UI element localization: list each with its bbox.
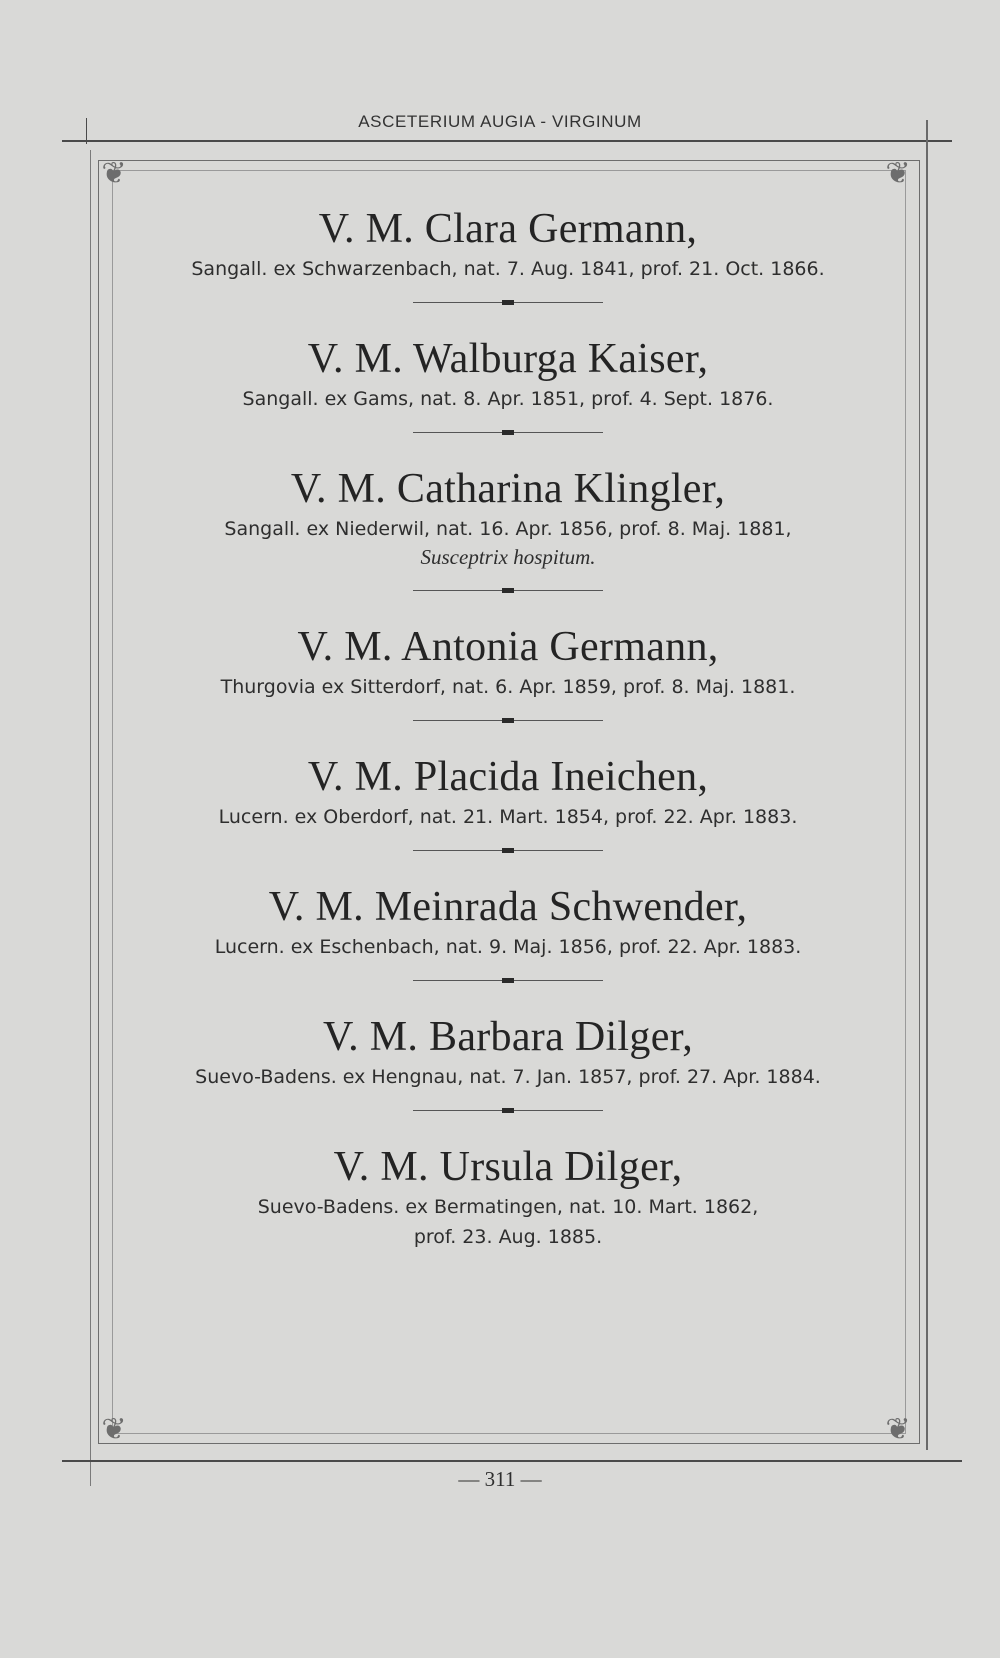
header-rule: [62, 140, 952, 142]
page-number: — 311 —: [458, 1467, 542, 1491]
entry: [120, 335, 896, 413]
entry-name: V. M. Catharina Klingler,: [290, 466, 726, 512]
left-margin-tick: [86, 118, 87, 144]
separator-rule: [413, 571, 603, 611]
scroll-flourish-icon: ❦: [101, 157, 127, 190]
running-head: ASCETERIUM AUGIA - VIRGINUM: [358, 112, 642, 131]
scroll-flourish-icon: ❦: [885, 1413, 911, 1446]
separator-rule: [413, 1091, 603, 1131]
entry-name: V. M. Clara Germann,: [318, 206, 698, 252]
entry: [120, 1013, 896, 1091]
entry-details: Lucern. ex Eschenbach, nat. 9. Maj. 1856, prof. 22. Apr. 1883.: [214, 936, 802, 958]
separator-rule: [413, 701, 603, 741]
entry: [120, 1143, 896, 1251]
entry-details: Lucern. ex Oberdorf, nat. 21. Mart. 1854, prof. 22. Apr. 1883.: [218, 806, 798, 828]
entry-details: Sangall. ex Gams, nat. 8. Apr. 1851, prof. 4. Sept. 1876.: [242, 388, 774, 410]
entry-details: Suevo-Badens. ex Hengnau, nat. 7. Jan. 1857, prof. 27. Apr. 1884.: [195, 1066, 821, 1088]
scroll-flourish-icon: ❦: [101, 1413, 127, 1446]
entry-details: Sangall. ex Niederwil, nat. 16. Apr. 1856, prof. 8. Maj. 1881,: [224, 518, 792, 540]
entry-note: Susceptrix hospitum.: [420, 545, 596, 569]
entry-details: Sangall. ex Schwarzenbach, nat. 7. Aug. 1841, prof. 21. Oct. 1866.: [191, 258, 825, 280]
entry-details: Thurgovia ex Sitterdorf, nat. 6. Apr. 1859, prof. 8. Maj. 1881.: [220, 676, 796, 698]
separator-rule: [413, 961, 603, 1001]
entry-name: V. M. Meinrada Schwender,: [268, 884, 748, 930]
entry: [120, 465, 896, 571]
entry-name: V. M. Placida Ineichen,: [307, 754, 709, 800]
entry-details-continued: prof. 23. Aug. 1885.: [413, 1226, 603, 1248]
separator-rule: [413, 831, 603, 871]
entry-name: V. M. Antonia Germann,: [297, 624, 719, 670]
separator-rule: [413, 283, 603, 323]
scroll-flourish-icon: ❦: [885, 157, 911, 190]
entry: [120, 883, 896, 961]
entry: [120, 205, 896, 283]
separator-rule: [413, 413, 603, 453]
entries-list: [120, 205, 896, 1251]
entry-name: V. M. Barbara Dilger,: [322, 1014, 694, 1060]
entry: [120, 623, 896, 701]
left-margin-line: [90, 150, 91, 1486]
right-margin-line: [926, 120, 928, 1450]
entry-name: V. M. Walburga Kaiser,: [307, 336, 709, 382]
entry-details: Suevo-Badens. ex Bermatingen, nat. 10. Mart. 1862,: [257, 1196, 759, 1218]
footer-rule: [62, 1460, 962, 1462]
entry: [120, 753, 896, 831]
entry-name: V. M. Ursula Dilger,: [333, 1144, 683, 1190]
